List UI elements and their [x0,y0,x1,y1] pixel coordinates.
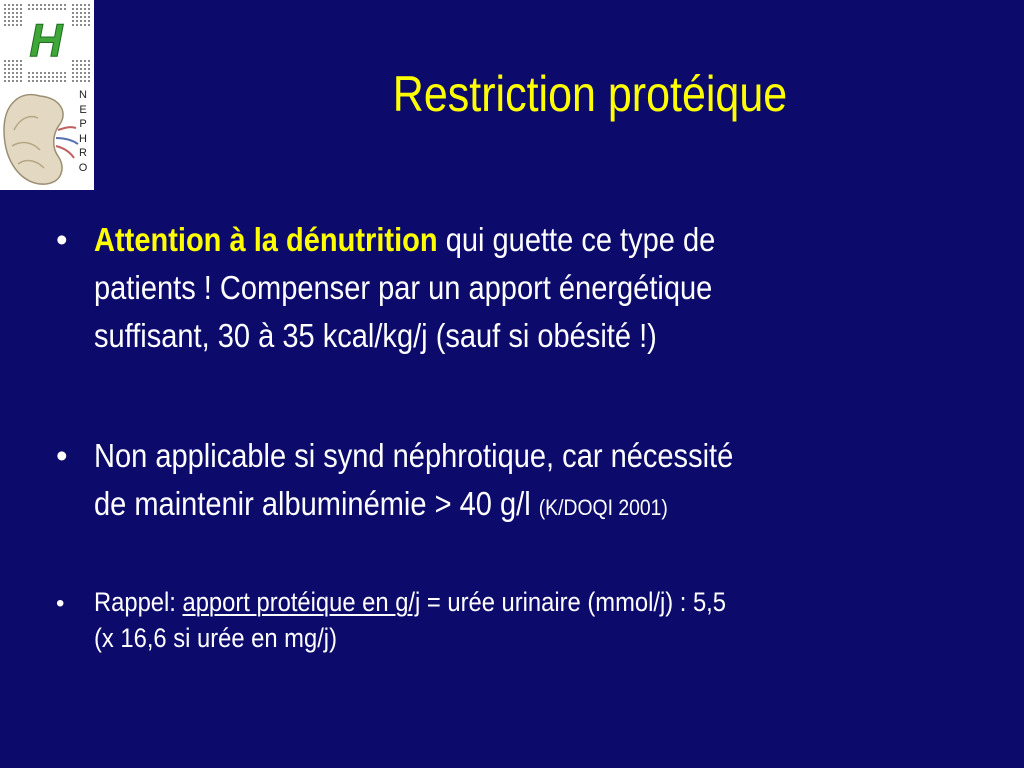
bullet-line [94,216,715,264]
nephro-letter: H [79,132,87,145]
bullet-line: suffisant, 30 à 35 kcal/kg/j (sauf si obésité !) [94,317,657,354]
bullet-marker: • [56,221,68,258]
bullet-line: Non applicable si synd néphrotique, car nécessité [94,437,734,474]
nephro-letter: N [79,89,87,101]
bullet-line-main: de maintenir albuminémie > 40 g/l [94,485,539,522]
underlined-term: apport protéique en g/j [182,587,421,617]
nephro-letter: O [78,161,88,174]
nephro-letter: R [79,147,87,159]
bullet-prefix: Rappel: [94,587,183,617]
nephro-letter: E [79,103,87,116]
bullet-text [94,216,715,360]
slide-title: Restriction protéique [392,66,788,122]
h-letter: H [29,14,63,66]
bullet-line [94,584,726,620]
bullet-line-rest: qui guette ce type de [437,221,716,258]
nephro-letter: P [79,118,87,130]
bullet-marker: • [56,590,65,617]
bullet-marker: • [56,437,68,474]
bullet-text [94,584,726,656]
bullet-line: (x 16,6 si urée en mg/j) [94,623,337,653]
bullet-line-rest: = urée urinaire (mmol/j) : 5,5 [420,587,726,617]
highlight-text: Attention à la dénutrition [94,221,438,258]
bullet-line: patients ! Compenser par un apport énergétique [94,269,713,306]
bullet-line [94,480,733,532]
bullet-text [94,432,733,532]
reference-citation: (K/DOQI 2001) [538,495,668,520]
